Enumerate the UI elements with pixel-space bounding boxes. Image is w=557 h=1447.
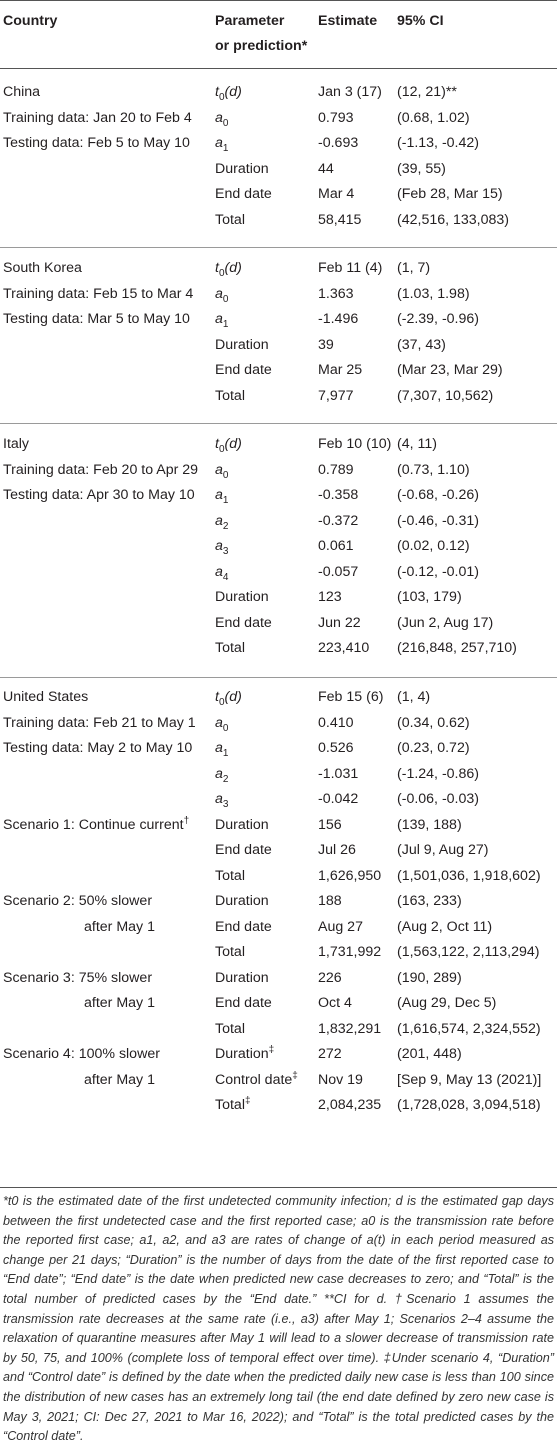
parameter-symbol: a	[215, 109, 223, 126]
table-row	[0, 256, 557, 282]
parameter-symbol: t	[215, 260, 219, 276]
parameter-symbol: End date	[215, 614, 272, 631]
row-parameter	[215, 787, 228, 813]
row-estimate: 272	[318, 1046, 342, 1062]
row-parameter	[215, 131, 228, 157]
row-parameter	[215, 1068, 298, 1094]
parameter-subscript: 3	[222, 798, 229, 810]
row-estimate: -0.372	[318, 512, 359, 529]
row-label	[3, 307, 190, 333]
row-estimate: 156	[318, 816, 342, 833]
parameter-symbol: End date	[215, 362, 272, 378]
row-ci: [Sep 9, May 13 (2021)]	[397, 1071, 542, 1088]
row-parameter	[215, 256, 242, 282]
row-label-text: Italy	[3, 436, 30, 452]
row-label-text: Training data: Jan 20 to Feb 4	[3, 109, 192, 126]
row-label-text: Training data: Feb 15 to Mar 4	[3, 285, 194, 302]
row-label	[3, 889, 152, 915]
row-parameter	[215, 838, 272, 864]
parameter-symbol: Total	[215, 944, 245, 960]
row-parameter	[215, 458, 228, 484]
parameter-subscript: 0	[218, 267, 225, 279]
row-parameter	[215, 182, 272, 208]
parameter-symbol: Total	[215, 1097, 245, 1113]
row-ci: (Aug 2, Oct 11)	[397, 918, 493, 935]
table-row	[0, 611, 557, 637]
table-row	[0, 1042, 557, 1068]
row-estimate: Nov 19	[318, 1071, 363, 1088]
parameter-suffix: (d)	[224, 436, 242, 452]
parameter-subscript: 0	[222, 117, 229, 129]
row-estimate: 0.061	[318, 538, 354, 554]
row-estimate: -0.057	[318, 563, 359, 580]
row-label	[3, 131, 190, 157]
row-parameter	[215, 282, 228, 308]
parameter-subscript: 1	[222, 494, 229, 506]
table-row	[0, 889, 557, 915]
row-estimate: 44	[318, 160, 334, 177]
row-label-text: Training data: Feb 21 to May 1	[3, 714, 196, 731]
parameter-symbol: a	[215, 740, 223, 756]
table-footnote	[3, 1192, 554, 1447]
row-ci: (201, 448)	[397, 1046, 462, 1062]
table-row	[0, 991, 557, 1017]
row-ci: (42,516, 133,083)	[397, 211, 510, 228]
parameter-subscript: 4	[222, 571, 229, 583]
row-ci: (0.34, 0.62)	[397, 714, 470, 731]
row-estimate: 58,415	[318, 211, 362, 228]
row-ci: (-0.68, -0.26)	[397, 487, 480, 503]
parameter-symbol: Total	[215, 1020, 245, 1037]
parameter-subscript: 0	[218, 443, 225, 455]
parameter-subscript: 0	[218, 91, 225, 103]
row-label-text: after May 1	[84, 1071, 155, 1088]
row-estimate: 0.410	[318, 714, 354, 731]
table-row	[0, 106, 557, 132]
parameter-subscript: 0	[222, 722, 229, 734]
row-label	[3, 458, 198, 484]
parameter-symbol: Total	[215, 211, 245, 228]
row-ci: (1,501,036, 1,918,602)	[397, 867, 541, 884]
table-row	[0, 307, 557, 333]
row-ci: (4, 11)	[397, 436, 437, 452]
header-parameter-line1: Parameter	[215, 13, 285, 29]
table-row	[0, 182, 557, 208]
row-parameter	[215, 636, 245, 662]
row-parameter	[215, 483, 228, 509]
table-row	[0, 636, 557, 662]
row-label-text: Testing data: Apr 30 to May 10	[3, 487, 195, 503]
table-row	[0, 813, 557, 839]
header-country: Country	[3, 13, 58, 29]
row-label-text: Testing data: Feb 5 to May 10	[3, 135, 190, 151]
row-estimate: 0.793	[318, 109, 354, 126]
row-label-text: Scenario 4: 100% slower	[3, 1046, 160, 1062]
row-parameter	[215, 940, 245, 966]
row-ci: (Feb 28, Mar 15)	[397, 186, 503, 202]
table-row	[0, 560, 557, 586]
header-estimate: Estimate	[318, 13, 378, 29]
row-parameter	[215, 1017, 245, 1043]
parameter-suffix: (d)	[224, 260, 242, 276]
table-row	[0, 762, 557, 788]
row-estimate: 1,731,992	[318, 944, 382, 960]
table-row	[0, 358, 557, 384]
parameter-symbol: Duration	[215, 969, 269, 986]
row-parameter	[215, 585, 269, 611]
row-parameter	[215, 889, 269, 915]
parameter-footnote-mark: ‡	[268, 1044, 275, 1056]
row-ci: (0.23, 0.72)	[397, 740, 470, 756]
row-parameter	[215, 534, 228, 560]
parameter-symbol: a	[215, 538, 223, 554]
parameter-symbol: Duration	[215, 1046, 269, 1062]
parameter-subscript: 3	[222, 545, 229, 557]
row-ci: (7,307, 10,562)	[397, 387, 494, 404]
row-ci: (-0.12, -0.01)	[397, 563, 480, 580]
row-ci: (-0.06, -0.03)	[397, 791, 480, 807]
table-rule	[0, 677, 557, 678]
table-row	[0, 384, 557, 410]
row-parameter	[215, 813, 269, 839]
row-label	[3, 711, 196, 737]
table-header	[0, 0, 557, 66]
table-row	[0, 585, 557, 611]
parameter-symbol: a	[215, 285, 223, 302]
table-row	[0, 711, 557, 737]
row-parameter	[215, 864, 245, 890]
parameter-subscript: 1	[222, 747, 229, 759]
row-estimate: Jun 22	[318, 614, 361, 631]
table-rule	[0, 247, 557, 248]
table-row	[0, 864, 557, 890]
row-label-footnote-mark: †	[183, 814, 190, 826]
row-estimate: -0.042	[318, 791, 359, 807]
parameter-symbol: End date	[215, 842, 272, 858]
parameter-symbol: Duration	[215, 589, 269, 605]
row-ci: (Jul 9, Aug 27)	[397, 842, 489, 858]
parameter-symbol: t	[215, 689, 219, 705]
row-estimate: -0.693	[318, 135, 359, 151]
row-ci: (12, 21)**	[397, 84, 457, 100]
table-row	[0, 940, 557, 966]
table-row	[0, 483, 557, 509]
row-ci: (1, 7)	[397, 260, 431, 276]
row-label	[3, 80, 40, 106]
table-row	[0, 282, 557, 308]
table-row	[0, 915, 557, 941]
row-ci: (163, 233)	[397, 893, 462, 909]
parameter-symbol: Duration	[215, 336, 269, 353]
row-label-text: United States	[3, 689, 89, 705]
row-parameter	[215, 611, 272, 637]
parameter-symbol: Control date	[215, 1071, 293, 1088]
table-row	[0, 333, 557, 359]
table-row	[0, 157, 557, 183]
table-row	[0, 509, 557, 535]
row-ci: (0.73, 1.10)	[397, 461, 470, 478]
parameter-subscript: 2	[222, 520, 229, 532]
parameter-symbol: End date	[215, 918, 272, 935]
header-parameter	[215, 9, 307, 59]
parameter-symbol: a	[215, 563, 223, 580]
row-estimate: Jul 26	[318, 842, 356, 858]
parameter-symbol: t	[215, 84, 219, 100]
parameter-footnote-mark: ‡	[292, 1069, 298, 1081]
parameter-subscript: 0	[218, 696, 225, 708]
row-estimate: -1.031	[318, 765, 359, 782]
row-estimate: -0.358	[318, 487, 359, 503]
row-label	[3, 106, 192, 132]
row-estimate: 0.789	[318, 461, 354, 478]
row-ci: (0.68, 1.02)	[397, 109, 470, 126]
table-row	[0, 458, 557, 484]
row-parameter	[215, 432, 242, 458]
row-parameter	[215, 1093, 251, 1119]
row-label	[3, 966, 152, 992]
row-parameter	[215, 736, 228, 762]
row-ci: (139, 188)	[397, 816, 462, 833]
row-ci: (0.02, 0.12)	[397, 538, 470, 554]
row-label-text: Scenario 3: 75% slower	[3, 969, 153, 986]
parameter-footnote-mark: ‡	[244, 1095, 251, 1107]
row-parameter	[215, 333, 269, 359]
parameter-symbol: Total	[215, 640, 245, 656]
row-label	[3, 1042, 160, 1068]
row-label-text: Scenario 1: Continue current	[3, 816, 184, 833]
parameter-symbol: End date	[215, 995, 272, 1011]
row-label-text: Testing data: Mar 5 to May 10	[3, 311, 190, 327]
row-label	[3, 915, 155, 941]
row-estimate: Feb 15 (6)	[318, 689, 384, 705]
parameter-suffix: (d)	[224, 84, 242, 100]
row-ci: (37, 43)	[397, 336, 446, 353]
row-label-text: after May 1	[84, 918, 155, 935]
row-parameter	[215, 560, 228, 586]
parameter-symbol: End date	[215, 186, 272, 202]
table-row	[0, 80, 557, 106]
row-ci: (103, 179)	[397, 589, 462, 605]
row-label	[3, 256, 82, 282]
row-parameter	[215, 358, 272, 384]
table-rule	[0, 423, 557, 424]
parameter-suffix: (d)	[224, 689, 242, 705]
parameter-symbol: Total	[215, 867, 245, 884]
row-estimate: 39	[318, 336, 334, 353]
row-estimate: 1,832,291	[318, 1020, 382, 1037]
row-label-text: China	[3, 84, 41, 100]
parameter-symbol: Duration	[215, 160, 269, 177]
row-estimate: 2,084,235	[318, 1097, 382, 1113]
parameter-symbol: a	[215, 461, 223, 478]
row-ci: (-2.39, -0.96)	[397, 311, 480, 327]
row-label-text: Training data: Feb 20 to Apr 29	[3, 461, 199, 478]
row-label	[3, 991, 155, 1017]
row-ci: (216,848, 257,710)	[397, 640, 517, 656]
row-estimate: Mar 4	[318, 186, 355, 202]
row-estimate: 1,626,950	[318, 867, 382, 884]
row-label	[3, 736, 192, 762]
row-ci: (-0.46, -0.31)	[397, 512, 480, 529]
table-row	[0, 736, 557, 762]
parameter-symbol: Total	[215, 387, 245, 404]
row-label-text: Scenario 2: 50% slower	[3, 893, 153, 909]
row-estimate: 7,977	[318, 387, 354, 404]
row-label-text: after May 1	[84, 995, 155, 1011]
row-parameter	[215, 157, 269, 183]
parameter-symbol: Duration	[215, 893, 269, 909]
parameter-symbol: a	[215, 487, 223, 503]
row-parameter	[215, 711, 228, 737]
parameter-symbol: Duration	[215, 816, 269, 833]
row-estimate: Mar 25	[318, 362, 363, 378]
row-estimate: Feb 11 (4)	[318, 260, 383, 276]
table-row	[0, 1017, 557, 1043]
row-label	[3, 432, 29, 458]
row-ci: (Mar 23, Mar 29)	[397, 362, 503, 378]
row-ci: (1,616,574, 2,324,552)	[397, 1020, 541, 1037]
row-estimate: 223,410	[318, 640, 370, 656]
row-estimate: 1.363	[318, 285, 354, 302]
parameter-symbol: t	[215, 436, 219, 452]
row-estimate: 0.526	[318, 740, 354, 756]
row-parameter	[215, 106, 228, 132]
row-label	[3, 483, 195, 509]
table-row	[0, 208, 557, 234]
header-parameter-line2: or prediction*	[215, 38, 308, 54]
header-ci: 95% CI	[397, 13, 444, 29]
row-parameter	[215, 80, 242, 106]
table-row	[0, 534, 557, 560]
row-estimate: 188	[318, 893, 342, 909]
row-ci: (39, 55)	[397, 160, 446, 177]
table-row	[0, 432, 557, 458]
row-ci: (-1.24, -0.86)	[397, 765, 480, 782]
row-label	[3, 813, 189, 839]
table-row	[0, 1093, 557, 1119]
parameter-symbol: a	[215, 135, 223, 151]
row-parameter	[215, 966, 269, 992]
row-label	[3, 685, 88, 711]
row-parameter	[215, 991, 272, 1017]
row-parameter	[215, 1042, 274, 1068]
table-rule	[0, 1187, 557, 1188]
row-ci: (1.03, 1.98)	[397, 285, 470, 302]
parameter-symbol: a	[215, 311, 223, 327]
row-parameter	[215, 307, 228, 333]
row-label-text: Testing data: May 2 to May 10	[3, 740, 193, 756]
row-ci: (-1.13, -0.42)	[397, 135, 480, 151]
row-estimate: 226	[318, 969, 342, 986]
footnote-text: *t0 is the estimated date of the first undetected community infection; d is the estimated gap days between the first undetected case and the first reported case; a0 is the transmission rate before the reported first case; a1, a2, and a3 are rates of change of a(t) in each period measured as change per 21 days; “Duration” is the number of days from the date of the first reported case to “End date”; “End date” is the date when predicted new case decreases to zero; and “Total” is the total number of predicted cases by the “End date.” **CI for d. †Scenario 1 assumes the transmission rate decreases at the same rate (i.e., a3) after May 1; Scenarios 2–4 assume the relaxation of quarantine measures after May 1 will lead to a slower decrease of transmission rate by 50, 75, and 100% (complete loss of temporal effect over time). ‡Under scenario 4, “Duration” and “Control date” is defined by the date when the predicted daily new case is less than 100 since the distribution of new cases has an extremely long tail (the end date defined by zero new case is May 3, 2021; CI: Dec 27, 2021 to Mar 16, 2022); and “Total” is the total predicted cases by the “Control date”.	[3, 1194, 554, 1444]
parameter-subscript: 1	[222, 318, 229, 330]
row-estimate: Jan 3 (17)	[318, 84, 382, 100]
table-row	[0, 838, 557, 864]
row-label	[3, 282, 193, 308]
row-parameter	[215, 915, 272, 941]
table-row	[0, 131, 557, 157]
row-estimate: 123	[318, 589, 342, 605]
row-ci: (Jun 2, Aug 17)	[397, 614, 494, 631]
row-parameter	[215, 685, 242, 711]
row-estimate: Aug 27	[318, 918, 363, 935]
row-ci: (1,563,122, 2,113,294)	[397, 944, 540, 960]
row-estimate: -1.496	[318, 311, 359, 327]
row-label-text: South Korea	[3, 260, 82, 276]
row-parameter	[215, 208, 245, 234]
row-estimate: Oct 4	[318, 995, 352, 1011]
row-label	[3, 1068, 155, 1094]
row-ci: (1,728,028, 3,094,518)	[397, 1097, 541, 1113]
parameter-subscript: 0	[222, 469, 229, 481]
row-ci: (190, 289)	[397, 969, 462, 986]
row-parameter	[215, 509, 228, 535]
row-ci: (1, 4)	[397, 689, 431, 705]
row-parameter	[215, 762, 228, 788]
table-row	[0, 966, 557, 992]
row-parameter	[215, 384, 245, 410]
table-row	[0, 787, 557, 813]
parameter-subscript: 1	[222, 142, 229, 154]
parameter-symbol: a	[215, 791, 223, 807]
parameter-subscript: 0	[222, 293, 229, 305]
table-rule	[0, 68, 557, 69]
parameter-symbol: a	[215, 765, 223, 782]
table-row	[0, 685, 557, 711]
parameter-subscript: 2	[222, 773, 229, 785]
parameter-symbol: a	[215, 714, 223, 731]
row-ci: (Aug 29, Dec 5)	[397, 995, 497, 1011]
row-estimate: Feb 10 (10)	[318, 436, 392, 452]
table-row	[0, 1068, 557, 1094]
parameter-symbol: a	[215, 512, 223, 529]
